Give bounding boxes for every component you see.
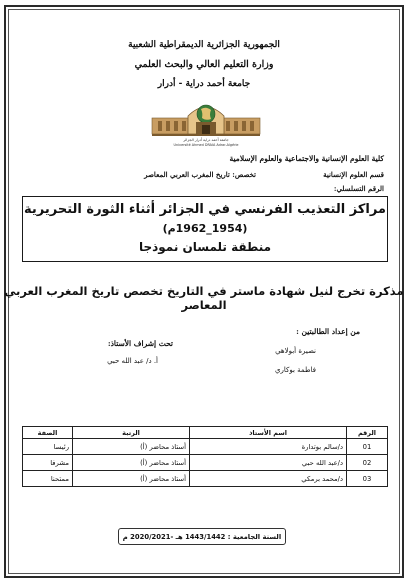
- professor-name: د/سالم بوتدارة: [190, 439, 347, 455]
- thesis-statement: مذكرة تخرج لنيل شهادة ماستر في التاريخ تخصص تاريخ المغرب العربي المعاصر: [4, 284, 404, 312]
- row-number: 03: [347, 471, 388, 487]
- logo-caption-ar: جامعة أحمد دراية أدرار الجزائر: [183, 138, 229, 142]
- specialty-label: تخصص: تاريخ المغرب العربي المعاصر: [144, 170, 256, 179]
- professor-rank: أستاذ محاضر (أ): [73, 439, 190, 455]
- jury-role: ممتحنا: [23, 471, 73, 487]
- professor-rank: أستاذ محاضر (أ): [73, 455, 190, 471]
- header-number: الرقم: [347, 427, 388, 439]
- republic-header: الجمهورية الجزائرية الديمقراطية الشعبية: [128, 40, 280, 50]
- supervisor-name: أ. د/ عبد الله حبي: [107, 357, 158, 365]
- table-row: [23, 455, 388, 471]
- serial-number-label: الرقم التسلسلي:: [333, 184, 384, 193]
- professor-name: د/محمد برمكي: [190, 471, 347, 487]
- header-professor-name: اسم الأستاذ: [190, 427, 347, 439]
- university-logo: [150, 96, 262, 148]
- table-row: [23, 439, 388, 455]
- faculty-label: كلية العلوم الإنسانية والاجتماعية والعلوم الإسلامية: [229, 154, 384, 163]
- university-header: جامعة أحمد دراية - أدرار: [157, 79, 251, 89]
- logo-caption-en: Université Ahmed DRAIA Adrar-Algérie: [173, 143, 239, 147]
- header-rank: الرتبة: [73, 427, 190, 439]
- professor-name: د/عبد الله حبي: [190, 455, 347, 471]
- row-number: 02: [347, 455, 388, 471]
- row-number: 01: [347, 439, 388, 455]
- jury-table-header-row: [23, 427, 388, 439]
- student-name-2: فاطمة بوكاري: [275, 366, 316, 374]
- jury-table: [22, 426, 388, 487]
- thesis-title-dates: (1954_1962م): [162, 222, 248, 235]
- title-box: [22, 196, 388, 262]
- professor-rank: أستاذ محاضر (أ): [73, 471, 190, 487]
- jury-role: مشرفا: [23, 455, 73, 471]
- thesis-title-line3: منطقة تلمسان نموذجا: [138, 240, 272, 254]
- table-row: [23, 471, 388, 487]
- header-role: الصفة: [23, 427, 73, 439]
- ministry-header: وزارة التعليم العالي والبحث العلمي: [134, 59, 274, 70]
- jury-role: رئيسا: [23, 439, 73, 455]
- thesis-title-line1: مراكز التعذيب الفرنسي في الجزائر أثناء الثورة التحريرية: [24, 202, 386, 217]
- students-label: من إعداد الطالبتين :: [296, 327, 360, 336]
- department-label: قسم العلوم الإنسانية: [323, 170, 384, 179]
- student-name-1: نصيرة أبولاهي: [275, 347, 316, 355]
- supervisor-label: تحت إشراف الأستاذ:: [107, 339, 173, 348]
- academic-year: السنة الجامعية : 1443/1442 هـ -2020/2021 م: [118, 528, 286, 545]
